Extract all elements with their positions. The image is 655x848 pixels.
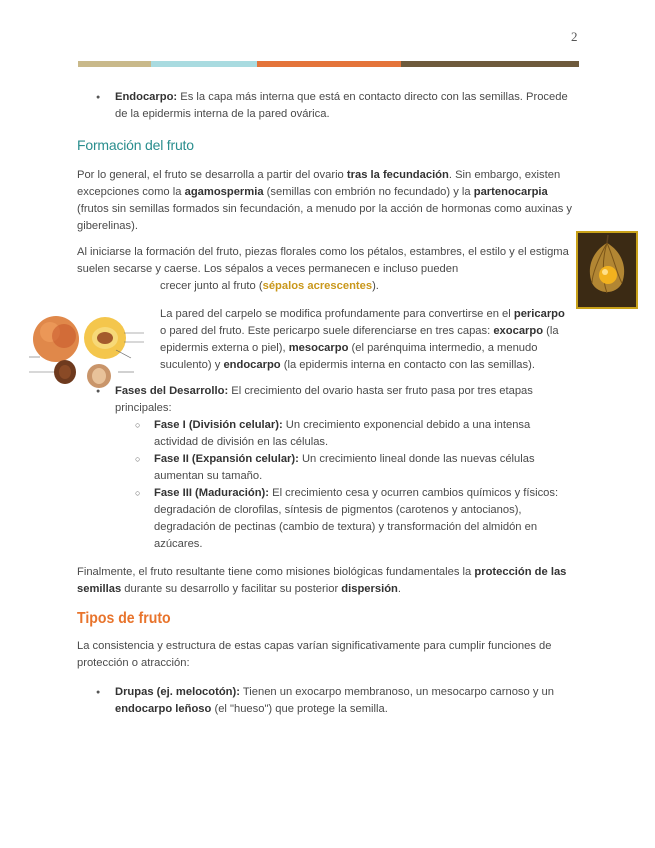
paragraph-finalmente: Finalmente, el fruto resultante tiene como misiones biológicas fundamentales la protección de las semillas durante su desarrollo y facilitar su posterior dispersión. bbox=[77, 566, 567, 595]
document-body bbox=[77, 89, 572, 718]
header-color-bar bbox=[78, 61, 579, 67]
paragraph-formacion-2: Al iniciarse la formación del fruto, piezas florales como los pétalos, estambres, el estilo y el estigma suelen secarse y caerse. Los sépalos a veces permanecen e incluso pueden crecer junto al fruto (sépalos acrescentes). bbox=[77, 246, 569, 292]
list-item: ● Drupas (ej. melocotón): Tienen un exocarpo membranoso, un mesocarpo carnoso y un endocarpo leñoso (el "hueso") que protege la semilla. bbox=[77, 684, 572, 718]
phases-list bbox=[77, 383, 572, 553]
list-item: ○ Fase I (División celular): Un crecimiento exponencial debido a una intensa actividad de división en las células. bbox=[77, 417, 572, 451]
page-number: 2 bbox=[571, 29, 578, 44]
section-heading-tipos: Tipos de fruto bbox=[77, 610, 171, 627]
paragraph-formacion-1: Por lo general, el fruto se desarrolla a partir del ovario tras la fecundación. Sin embargo, existen excepciones como la agamospermia (semillas con embrión no fecundado) y la partenocarpia (frutos sin semillas formados sin fecundación, a menudo por la acción de hormonas como auxinas y giberelinas). bbox=[77, 169, 572, 232]
paragraph-pericarpo: La pared del carpelo se modifica profundamente para convertirse en el pericarpo o pared del fruto. Este pericarpo suele diferenciarse en tres capas: exocarpo (la epidermis externa o piel), mesocarpo (el parénquima intermedio, a menudo suculento) y endocarpo (la epidermis interna en contacto con las semillas). bbox=[160, 308, 565, 371]
color-segment-3 bbox=[257, 61, 401, 67]
color-segment-1 bbox=[78, 61, 151, 67]
list-item: ● Fases del Desarrollo: El crecimiento del ovario hasta ser fruto pasa por tres etapas principales: bbox=[77, 383, 572, 417]
list-item: ○ Fase III (Maduración): El crecimiento cesa y ocurren cambios químicos y físicos: degradación de clorofilas, síntesis de pigmentos (carotenos y antocianos), degradación de pectinas (cambio de textura) y transformación del almidón en azúcares. bbox=[77, 485, 572, 553]
section-heading-formacion: Formación del fruto bbox=[77, 137, 194, 153]
top-bullet-list bbox=[77, 89, 572, 123]
term-endocarpo: Endocarpo: bbox=[115, 91, 178, 103]
paragraph-tipos: La consistencia y estructura de estas capas varían significativamente para cumplir funciones de protección o atracción: bbox=[77, 640, 552, 669]
physalis-fruit-image bbox=[576, 231, 638, 309]
color-segment-4 bbox=[401, 61, 579, 67]
list-item bbox=[77, 89, 572, 123]
definition-text: Es la capa más interna que está en contacto directo con las semillas. Procede de la epidermis interna de la pared ovárica. bbox=[115, 91, 568, 120]
color-segment-2 bbox=[151, 61, 257, 67]
list-item: ○ Fase II (Expansión celular): Un crecimiento lineal donde las nuevas células aumentan su tamaño. bbox=[77, 451, 572, 485]
fruit-types-list bbox=[77, 684, 572, 718]
